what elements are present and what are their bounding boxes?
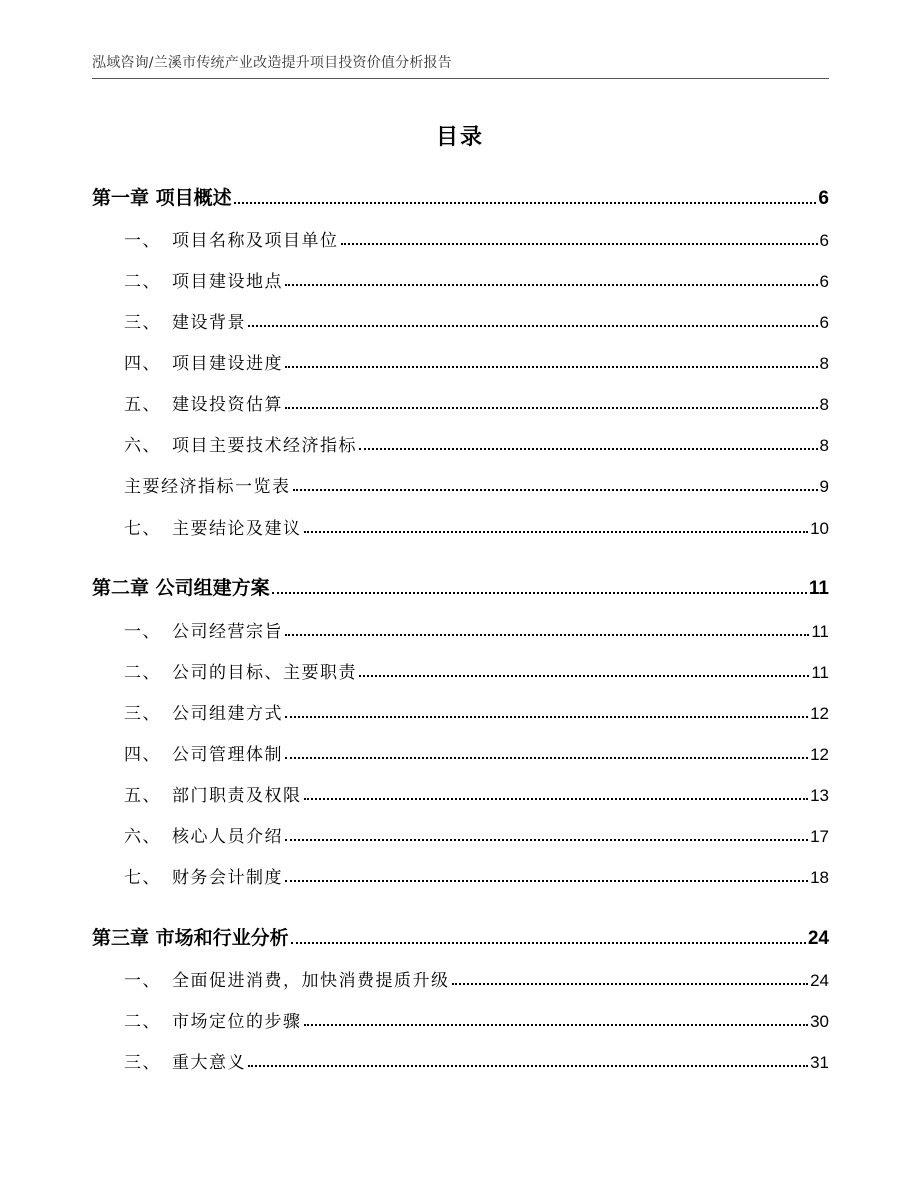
toc-entry-text: 财务会计制度 [172,868,283,888]
toc-entry-label [124,390,283,415]
dot-leader [285,634,809,636]
toc-section-entry[interactable] [124,262,829,292]
toc-page-number: 10 [810,519,829,538]
dot-leader [293,489,818,491]
toc-section-entry[interactable] [124,961,829,991]
toc-section-entry[interactable] [124,694,829,724]
dot-leader [285,839,808,841]
toc-page-number: 11 [811,663,829,682]
toc-entry-text: 核心人员介绍 [172,827,283,847]
toc-chapter-entry[interactable] [92,570,829,600]
toc-entry-label [124,349,283,374]
toc-page-number: 12 [810,745,829,764]
toc-entry-number: 六、 [124,436,161,456]
toc-entry-number: 一、 [124,971,161,991]
toc-entry-number: 三、 [124,704,161,724]
toc-entry-label [124,514,302,539]
toc-page-number: 24 [807,928,829,949]
toc-section-entry[interactable] [124,653,829,683]
toc-entry-number: 五、 [124,786,161,806]
toc-page-number: 30 [810,1012,829,1031]
toc-entry-text: 公司管理体制 [172,745,283,765]
toc-page-number: 9 [819,477,829,496]
toc-entry-number: 四、 [124,354,161,374]
toc-entry-number: 一、 [124,231,161,251]
toc-entry-text: 第二章 公司组建方案 [92,577,270,599]
toc-section-entry[interactable] [124,426,829,456]
dot-leader [285,880,808,882]
toc-section-entry[interactable] [124,303,829,333]
dot-leader [452,983,809,985]
toc-entry-label [124,1048,246,1073]
toc-entry-number: 四、 [124,745,161,765]
toc-page-number: 6 [819,231,829,250]
toc-page-number: 6 [819,313,829,332]
toc-page-number: 6 [818,188,829,209]
toc-entry-text: 建设背景 [172,313,246,333]
dot-leader [248,325,818,327]
toc-entry-label [124,699,283,724]
dot-leader [248,1065,808,1067]
dot-leader [341,243,818,245]
toc-entry-label [124,472,291,497]
toc-entry-text: 重大意义 [172,1053,246,1073]
toc-entry-label [92,573,270,600]
toc-entry-label [124,226,339,251]
toc-entry-text: 第三章 市场和行业分析 [92,927,289,949]
dot-leader [304,531,809,533]
dot-leader [285,757,808,759]
toc-entry-label [124,863,283,888]
toc-page-number: 8 [819,395,829,414]
toc-section-entry[interactable] [124,817,829,847]
toc-entry-number: 一、 [124,622,161,642]
toc-section-entry[interactable] [124,858,829,888]
toc-section-entry[interactable] [124,509,829,539]
toc-entry-label [124,966,450,991]
toc-page-number: 8 [819,436,829,455]
header-rule [92,78,829,79]
toc-page-number: 8 [819,354,829,373]
toc-page-number: 18 [810,868,829,887]
toc-section-entry[interactable] [124,612,829,642]
toc-entry-label [124,431,357,456]
toc-section-entry[interactable] [124,385,829,415]
toc-chapter-entry[interactable] [92,180,829,210]
toc-entry-text: 建设投资估算 [172,395,283,415]
dot-leader [285,284,818,286]
toc-entry-label [124,267,283,292]
dot-leader [285,407,818,409]
toc-entry-text: 公司的目标、主要职责 [172,663,357,683]
toc-section-entry[interactable] [124,344,829,374]
toc-entry-number: 二、 [124,663,161,683]
toc-section-entry[interactable] [124,1043,829,1073]
toc-entry-number: 五、 [124,395,161,415]
toc-page-number: 13 [810,786,829,805]
toc-entry-text: 公司经营宗旨 [172,622,283,642]
toc-entry-number: 二、 [124,1012,161,1032]
toc-entry-text: 项目主要技术经济指标 [172,436,357,456]
dot-leader [304,798,809,800]
dot-leader [234,202,817,204]
toc-entry-label [124,740,283,765]
dot-leader [359,448,818,450]
toc-entry-number: 三、 [124,1053,161,1073]
toc-entry-label [92,923,289,950]
toc-entry-text: 公司组建方式 [172,704,283,724]
toc-page-number: 12 [810,704,829,723]
toc-page-number: 11 [811,622,829,641]
toc-page-number: 24 [810,971,829,990]
toc-section-entry[interactable] [124,1002,829,1032]
toc-entry-text: 项目建设进度 [172,354,283,374]
toc-entry-number: 三、 [124,313,161,333]
dot-leader [272,592,807,594]
toc-page-number: 6 [819,272,829,291]
dot-leader [285,716,808,718]
toc-section-entry[interactable] [124,776,829,806]
running-header: 泓域咨询/兰溪市传统产业改造提升项目投资价值分析报告 [92,55,452,71]
toc-section-entry[interactable] [124,467,829,497]
toc-section-entry[interactable] [124,221,829,251]
dot-leader [291,942,806,944]
toc-entry-label [124,658,357,683]
toc-entry-text: 项目名称及项目单位 [172,231,339,251]
dot-leader [359,675,809,677]
toc-entry-label [124,822,283,847]
toc-entry-label [124,308,246,333]
toc-entry-label [92,183,232,210]
dot-leader [304,1024,809,1026]
toc-section-entry[interactable] [124,735,829,765]
toc-page-number: 17 [810,827,829,846]
toc-entry-label [124,617,283,642]
toc-entry-number: 二、 [124,272,161,292]
dot-leader [285,366,818,368]
toc-entry-text: 市场定位的步骤 [172,1012,302,1032]
toc-entry-text: 主要结论及建议 [172,519,302,539]
toc-entry-number: 七、 [124,868,161,888]
toc-entry-number: 七、 [124,519,161,539]
toc-title: 目录 [435,125,484,150]
toc-entry-text: 项目建设地点 [172,272,283,292]
toc-entry-number: 六、 [124,827,161,847]
toc-page-number: 31 [810,1053,829,1072]
toc-entry-text: 主要经济指标一览表 [124,477,291,497]
toc-entry-text: 全面促进消费，加快消费提质升级 [172,971,450,991]
toc-entry-text: 部门职责及权限 [172,786,302,806]
toc-entry-label [124,1007,302,1032]
toc-chapter-entry[interactable] [92,920,829,950]
toc-page-number: 11 [808,578,829,599]
toc-entry-label [124,781,302,806]
toc-entry-text: 第一章 项目概述 [92,187,232,209]
